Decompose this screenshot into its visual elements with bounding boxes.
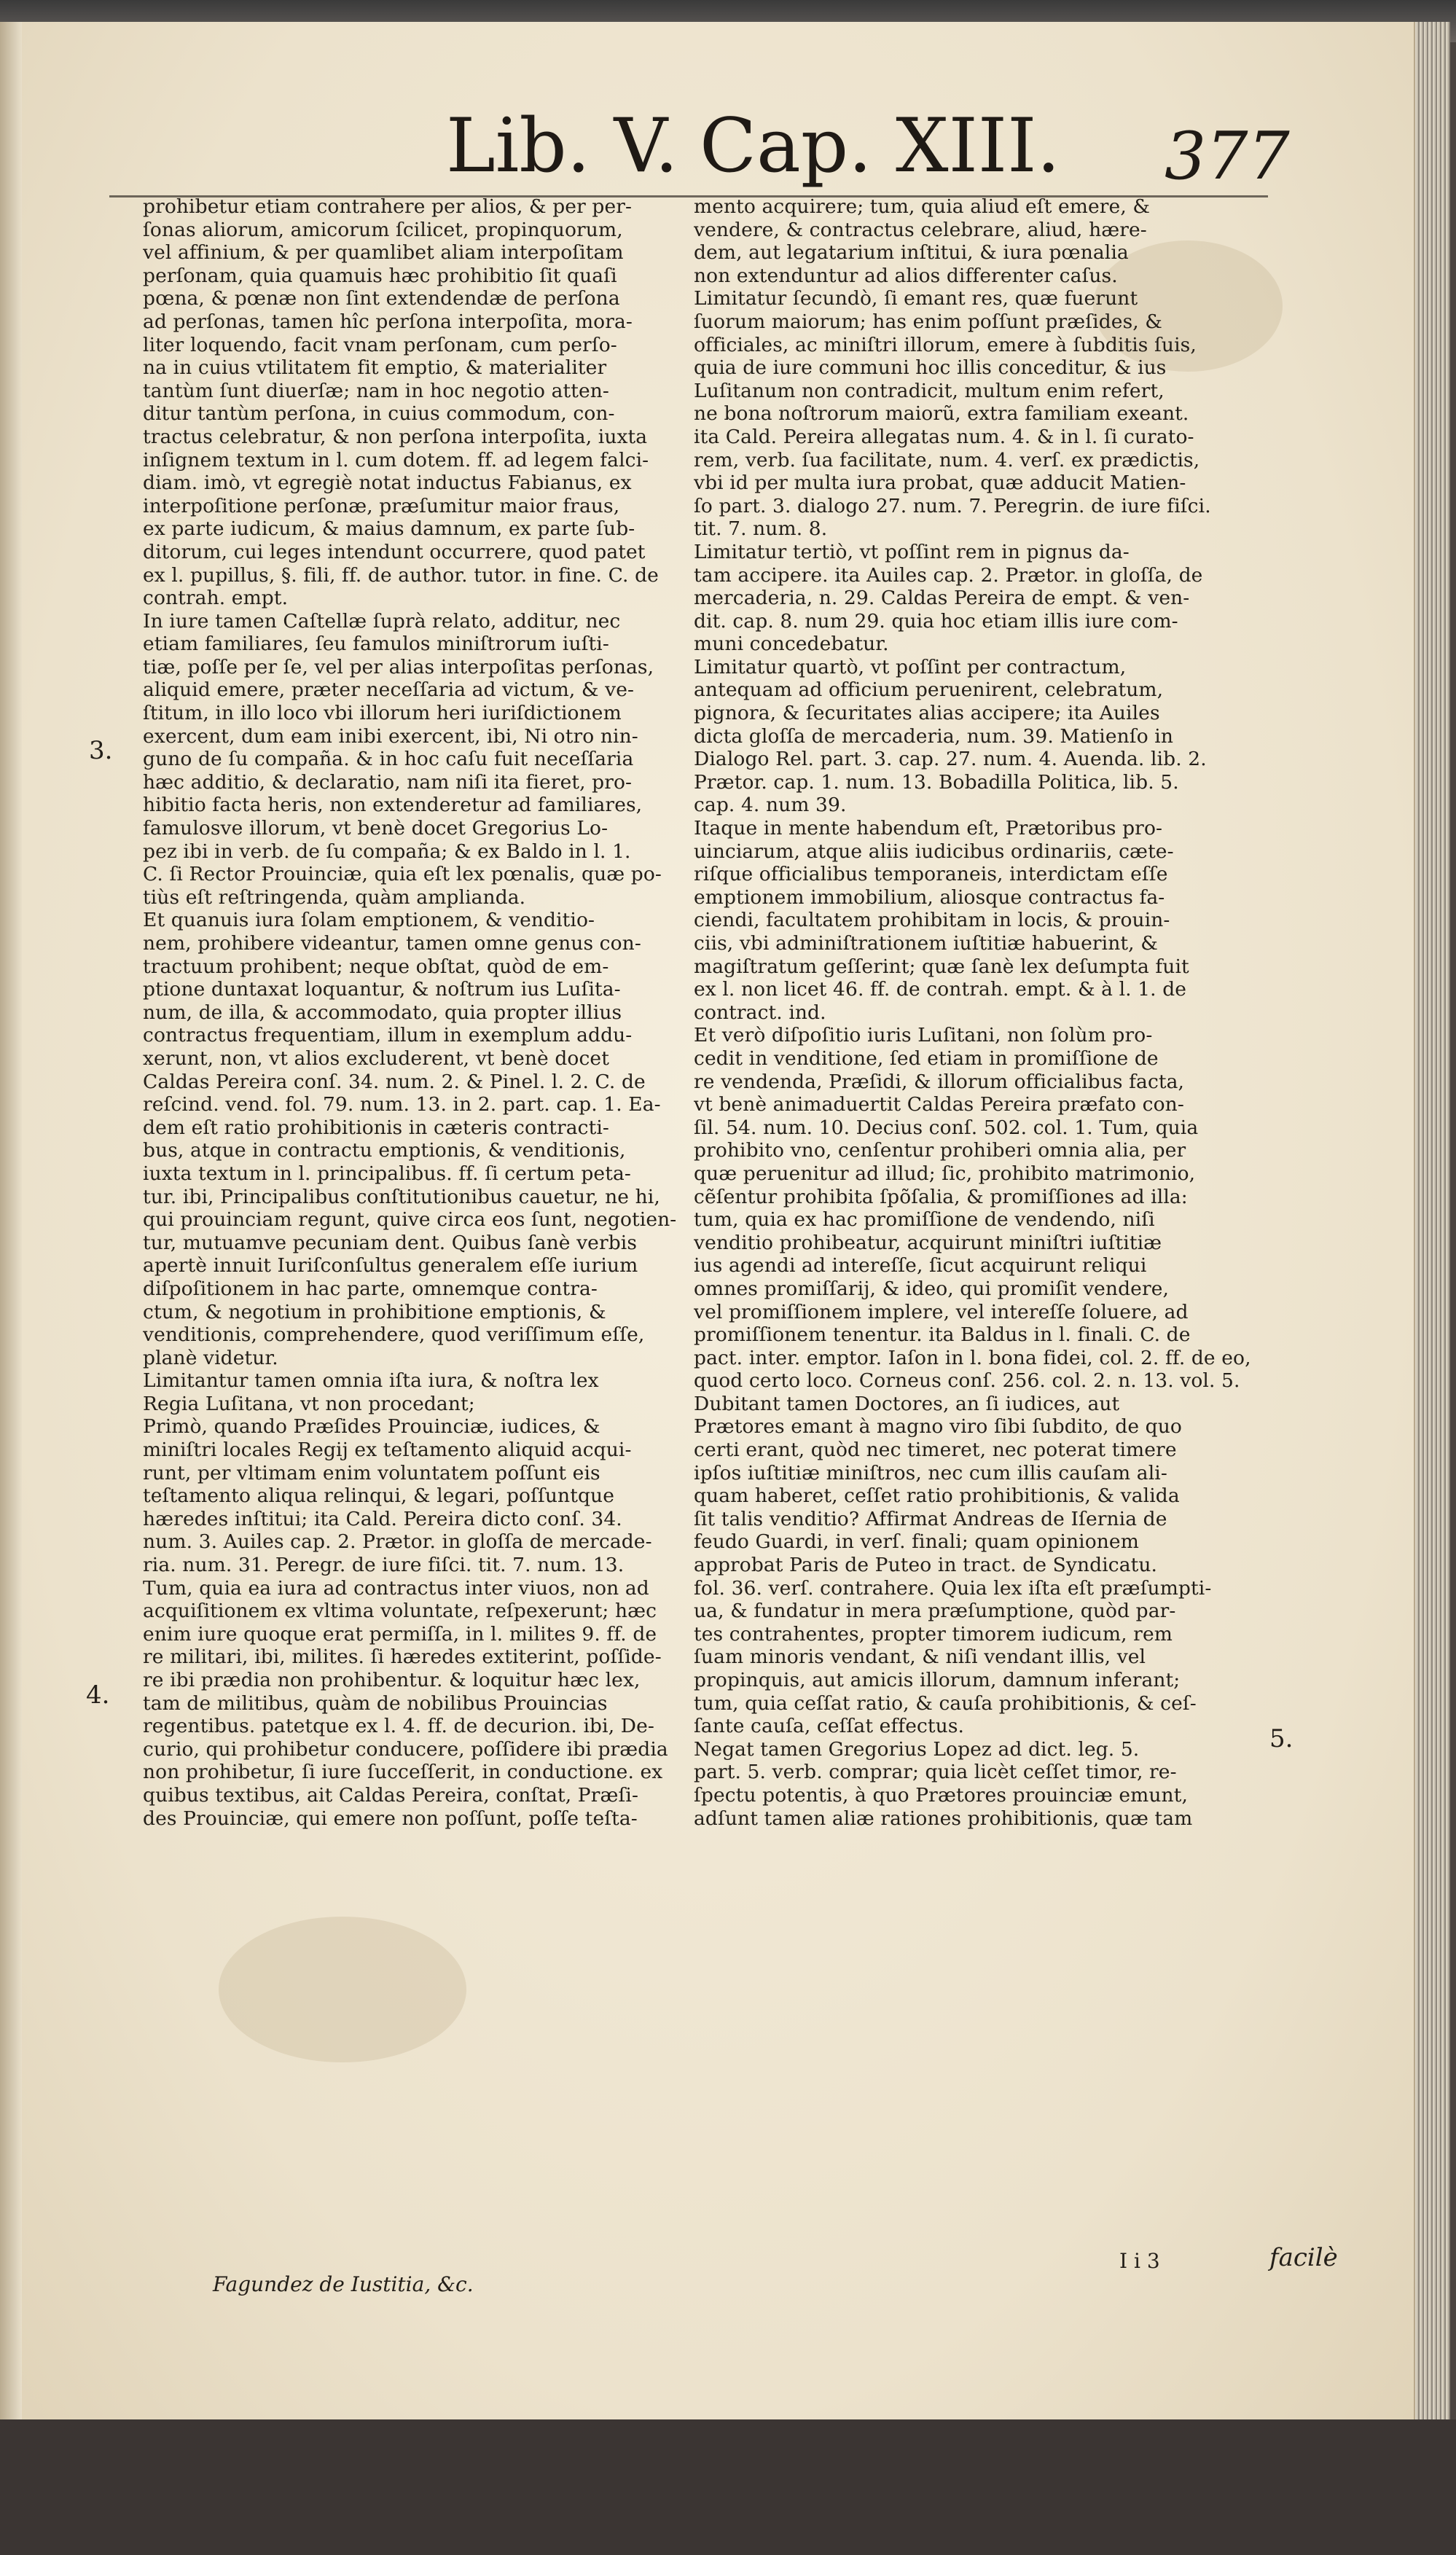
text-line: mento acquirere; tum, quia aliud eſt emere, &: [694, 195, 1151, 218]
running-head-chapter: Cap. XIII.: [700, 103, 1060, 189]
text-line: Prætores emant à magno viro ſibi ſubdito, de quo: [694, 1415, 1182, 1439]
text-line: ius agendi ad intereſſe, ſicut acquirunt reliqui: [694, 1254, 1147, 1278]
text-line: na in cuius vtilitatem fit emptio, & materialiter: [143, 356, 607, 380]
text-line: ſtitum, in illo loco vbi illorum heri iuriſdictionem: [143, 702, 622, 725]
text-line: ſpectu potentis, à quo Prætores prouinciæ emunt,: [694, 1783, 1189, 1807]
text-line: Tum, quia ea iura ad contractus inter viuos, non ad: [143, 1576, 649, 1600]
text-line: teſtamento aliqua relinqui, & legari, poſſuntque: [143, 1484, 614, 1508]
text-line: dem eſt ratio prohibitionis in cæteris contracti-: [143, 1116, 609, 1139]
text-line: rem, verb. ſua facilitate, num. 4. verſ. ex prædictis,: [694, 448, 1200, 472]
text-line: omnes promiſſarij, & ideo, qui promiſit vendere,: [694, 1277, 1170, 1300]
text-line: cedit in venditione, ſed etiam in promiſſione de: [694, 1046, 1159, 1070]
text-line: ditur tantùm perſona, in cuius commodum, con-: [143, 402, 615, 426]
text-line: tam accipere. ita Auiles cap. 2. Prætor. in gloſſa, de: [694, 563, 1203, 587]
text-line: hæredes inſtitui; ita Cald. Pereira dicto conſ. 34.: [143, 1507, 622, 1530]
text-line: ita Cald. Pereira allegatas num. 4. & in l. ſi curato-: [694, 425, 1194, 448]
text-line: tum, quia ceſſat ratio, & cauſa prohibitionis, & ceſ-: [694, 1691, 1197, 1715]
margin-number: 3.: [89, 736, 113, 765]
text-line: antequam ad officium peruenirent, celebratum,: [694, 678, 1164, 702]
text-line: Dubitant tamen Doctores, an ſi iudices, aut: [694, 1392, 1120, 1415]
text-line: In iure tamen Caſtellæ ſuprà relato, additur, nec: [143, 609, 621, 633]
text-line: diſpoſitionem in hac parte, omnemque contra-: [143, 1277, 598, 1300]
text-line: propinquis, aut amicis illorum, damnum inferant;: [694, 1669, 1181, 1691]
text-line: emptionem immobilium, aliosque contractus fa-: [694, 885, 1165, 909]
text-line: tur, mutuamve pecuniam dent. Quibus ſanè verbis: [143, 1231, 638, 1254]
text-line: dicta gloſſa de mercaderia, num. 39. Matienſo in: [694, 724, 1174, 748]
text-line: ex parte iudicum, & maius damnum, ex parte ſub-: [143, 517, 635, 541]
text-line: contract. ind.: [694, 1001, 826, 1024]
text-line: ria. num. 31. Peregr. de iure fiſci. tit. 7. num. 13.: [143, 1554, 625, 1577]
text-line: quam haberet, ceſſet ratio prohibitionis, & valida: [694, 1484, 1180, 1508]
text-line: vel affinium, & per quamlibet aliam interpoſitam: [143, 241, 624, 265]
text-line: fol. 36. verſ. contrahere. Quia lex iſta eſt præſumpti-: [694, 1576, 1212, 1600]
signature-mark: I i 3: [1119, 2249, 1160, 2273]
text-line: aliquid emere, præter neceſſaria ad victum, & ve-: [143, 678, 635, 702]
text-line: cẽſentur prohibita ſpõſalia, & promiſſiones ad illa:: [694, 1185, 1188, 1208]
text-line: dit. cap. 8. num 29. quia hoc etiam illis iure com-: [694, 609, 1178, 633]
text-line: vbi id per multa iura probat, quæ adducit Matien-: [694, 472, 1186, 495]
text-line: runt, per vltimam enim voluntatem poſſunt eis: [143, 1461, 600, 1484]
text-line: num. 3. Auiles cap. 2. Prætor. in gloſſa de mercade-: [143, 1530, 652, 1554]
text-line: Negat tamen Gregorius Lopez ad dict. leg. 5.: [694, 1737, 1140, 1761]
text-line: part. 5. verb. comprar; quia licèt ceſſet timor, re-: [694, 1761, 1177, 1784]
text-line: num, de illa, & accommodato, quia propter illius: [143, 1001, 622, 1024]
text-line: tractus celebratur, & non perſona interpoſita, iuxta: [143, 425, 648, 448]
text-line: perſonam, quia quamuis hæc prohibitio ſit quaſi: [143, 264, 617, 287]
text-line: mercaderia, n. 29. Caldas Pereira de empt. & ven-: [694, 587, 1190, 610]
text-line: vel promiſſionem implere, vel intereſſe ſoluere, ad: [694, 1300, 1189, 1323]
text-line: Limitantur tamen omnia iſta iura, & noſtra lex: [143, 1369, 599, 1393]
text-line: tractuum prohibent; neque obſtat, quòd de em-: [143, 955, 609, 978]
text-line: regentibus. patetque ex l. 4. ff. de decurion. ibi, De-: [143, 1715, 654, 1738]
text-line: ne bona noſtrorum maiorũ, extra familiam exeant.: [694, 402, 1189, 426]
text-line: ſo part. 3. dialogo 27. num. 7. Peregrin. de iure fiſci.: [694, 494, 1211, 517]
text-line: Et verò diſpoſitio iuris Luſitani, non ſolùm pro-: [694, 1024, 1153, 1047]
scan-bottom-shadow: [0, 2419, 1456, 2555]
text-line: approbat Paris de Puteo in tract. de Syndicatu.: [694, 1554, 1158, 1577]
text-line: feudo Guardi, in verſ. finali; quam opinionem: [694, 1530, 1139, 1554]
text-line: ſonas aliorum, amicorum ſcilicet, propinquorum,: [143, 218, 623, 241]
text-line: re ibi prædia non prohibentur. & loquitur hæc lex,: [143, 1669, 641, 1691]
text-line: etiam familiares, ſeu famulos miniſtrorum iuſti-: [143, 633, 609, 656]
text-line: ua, & fundatur in mera præſumptione, quòd par-: [694, 1600, 1176, 1623]
text-line: magiſtratum geſſerint; quæ ſanè lex deſumpta fuit: [694, 955, 1189, 978]
text-line: ex l. non licet 46. ff. de contrah. empt. & à l. 1. de: [694, 978, 1187, 1001]
text-line: guno de ſu compaña. & in hoc caſu fuit neceſſaria: [143, 748, 634, 771]
text-column-right: [694, 195, 1262, 1830]
text-line: diam. imò, vt egregiè notat inductus Fabianus, ex: [143, 472, 632, 495]
text-line: ſuorum maiorum; has enim poſſunt præſides, &: [694, 310, 1163, 333]
text-line: tam de militibus, quàm de nobilibus Prouincias: [143, 1691, 608, 1715]
text-line: hibitio facta heris, non extenderetur ad familiares,: [143, 794, 643, 817]
margin-number: 4.: [86, 1680, 110, 1710]
text-line: tit. 7. num. 8.: [694, 517, 828, 541]
text-line: pact. inter. emptor. Iaſon in l. bona fidei, col. 2. ff. de eo,: [694, 1346, 1251, 1369]
text-line: liter loquendo, facit vnam perſonam, cum perſo-: [143, 333, 617, 356]
text-line: Limitatur ſecundò, ſi emant res, quæ fuerunt: [694, 287, 1138, 310]
text-line: quia de iure communi hoc illis conceditur, & ius: [694, 356, 1167, 380]
text-line: pez ibi in verb. de ſu compaña; & ex Baldo in l. 1.: [143, 840, 631, 863]
text-line: venditionis, comprehendere, quod veriſſimum eſſe,: [143, 1323, 645, 1347]
text-line: interpoſitione perſonæ, præſumitur maior fraus,: [143, 494, 620, 517]
text-column-left: [143, 195, 711, 1830]
text-line: ſante cauſa, ceſſat effectus.: [694, 1715, 965, 1738]
text-line: xerunt, non, vt alios excluderent, vt benè docet: [143, 1046, 609, 1070]
text-line: Et quanuis iura ſolam emptionem, & venditio-: [143, 909, 595, 932]
text-line: prohibito vno, cenſentur prohiberi omnia alia, per: [694, 1139, 1186, 1162]
text-line: non prohibetur, ſi iure ſucceſſerit, in conductione. ex: [143, 1761, 663, 1784]
margin-number: 5.: [1269, 1724, 1293, 1753]
text-line: ctum, & negotium in prohibitione emptionis, &: [143, 1300, 606, 1323]
text-line: ex l. pupillus, §. fili, ff. de author. tutor. in fine. C. de: [143, 563, 659, 587]
paper-stain: [219, 1917, 466, 2062]
text-line: pœna, & pœnæ non ſint extendendæ de perſona: [143, 287, 620, 310]
text-line: qui prouinciam regunt, quive circa eos ſunt, negotien-: [143, 1208, 677, 1232]
text-line: reſcind. vend. fol. 79. num. 13. in 2. part. cap. 1. Ea-: [143, 1093, 661, 1116]
text-line: Limitatur quartò, vt poſſint per contractum,: [694, 655, 1127, 678]
text-line: Limitatur tertiò, vt poſſint rem in pignus da-: [694, 540, 1130, 563]
text-line: enim iure quoque erat permiſſa, in l. milites 9. ff. de: [143, 1622, 657, 1646]
text-line: tum, quia ex hac promiſſione de vendendo, niſi: [694, 1208, 1155, 1232]
text-line: curio, qui prohibetur conducere, poſſidere ibi prædia: [143, 1737, 668, 1761]
text-line: ciendi, facultatem prohibitam in locis, & prouin-: [694, 909, 1170, 932]
text-line: bus, atque in contractu emptionis, & venditionis,: [143, 1139, 626, 1162]
text-line: Luſitanum non contradicit, multum enim refert,: [694, 379, 1165, 402]
text-line: ciis, vbi adminiſtrationem iuſtitiæ habuerint, &: [694, 932, 1158, 955]
text-line: exercent, dum eam inibi exercent, ibi, Ni otro nin-: [143, 724, 638, 748]
text-line: tantùm ſunt diuerſæ; nam in hoc negotio atten-: [143, 379, 609, 402]
text-line: Caldas Pereira conſ. 34. num. 2. & Pinel. l. 2. C. de: [143, 1070, 646, 1093]
text-line: Itaque in mente habendum eſt, Prætoribus pro-: [694, 817, 1163, 840]
running-head-book: Lib. V.: [446, 103, 678, 189]
page-gutter: [0, 22, 22, 2419]
text-line: quibus textibus, ait Caldas Pereira, conſtat, Præſi-: [143, 1783, 639, 1807]
text-line: apertè innuit Iuriſconſultus generalem eſſe iurium: [143, 1254, 638, 1278]
text-line: pignora, & ſecuritates alias accipere; ita Auiles: [694, 702, 1160, 725]
text-line: Regia Luſitana, vt non procedant;: [143, 1392, 475, 1415]
text-line: inſignem textum in l. cum dotem. ff. ad legem falci-: [143, 448, 649, 472]
text-line: cap. 4. num 39.: [694, 794, 847, 817]
text-line: quod certo loco. Corneus conſ. 256. col. 2. n. 13. vol. 5.: [694, 1369, 1240, 1393]
text-line: contrah. empt.: [143, 587, 289, 610]
text-line: ſil. 54. num. 10. Decius conſ. 502. col. 1. Tum, quia: [694, 1116, 1199, 1139]
text-line: ſit talis venditio? Affirmat Andreas de Iſernia de: [694, 1507, 1167, 1530]
text-line: non extenduntur ad alios differenter caſus.: [694, 264, 1118, 287]
text-line: tes contrahentes, propter timorem iudicum, rem: [694, 1622, 1173, 1646]
text-line: adſunt tamen aliæ rationes prohibitionis, quæ tam: [694, 1807, 1193, 1830]
text-line: Primò, quando Præſides Prouinciæ, iudices, &: [143, 1415, 600, 1439]
text-line: planè videtur.: [143, 1346, 278, 1369]
text-line: miniſtri locales Regij ex teſtamento aliquid acqui-: [143, 1439, 632, 1462]
text-line: acquiſitionem ex vltima voluntate, reſpexerunt; hæc: [143, 1600, 657, 1623]
text-line: vendere, & contractus celebrare, aliud, hære-: [694, 218, 1147, 241]
text-line: vt benè animaduertit Caldas Pereira præfato con-: [694, 1093, 1184, 1116]
text-line: Prætor. cap. 1. num. 13. Bobadilla Politica, lib. 5.: [694, 770, 1179, 794]
text-line: ptione duntaxat loquantur, & noſtrum ius Luſita-: [143, 978, 621, 1001]
text-line: iuxta textum in l. principalibus. ff. ſi certum peta-: [143, 1162, 631, 1185]
text-line: tiæ, poſſe per ſe, vel per alias interpoſitas perſonas,: [143, 655, 654, 678]
text-line: uinciarum, atque aliis iudicibus ordinariis, cæte-: [694, 840, 1174, 863]
footer-note: Fagundez de Iustitia, &c.: [213, 2272, 474, 2296]
text-line: promiſſionem tenentur. ita Baldus in l. finali. C. de: [694, 1323, 1191, 1347]
catchword: facilè: [1269, 2243, 1338, 2272]
text-line: officiales, ac miniſtri illorum, emere à ſubditis ſuis,: [694, 333, 1197, 356]
text-line: certi erant, quòd nec timeret, nec poterat timere: [694, 1439, 1177, 1462]
text-line: C. ſi Rector Prouinciæ, quia eſt lex pœnalis, quæ po-: [143, 863, 662, 886]
text-line: ſuam minoris vendant, & niſi vendant illis, vel: [694, 1646, 1146, 1669]
text-line: muni concedebatur.: [694, 633, 889, 656]
text-line: tiùs eſt reſtringenda, quàm amplianda.: [143, 885, 526, 909]
text-line: nem, prohibere videantur, tamen omne genus con-: [143, 932, 641, 955]
text-line: ad perſonas, tamen hîc perſona interpoſita, mora-: [143, 310, 633, 333]
page-number: 377: [1165, 118, 1290, 195]
text-line: prohibetur etiam contrahere per alios, & per per-: [143, 195, 633, 218]
text-line: famulosve illorum, vt benè docet Gregorius Lo-: [143, 817, 608, 840]
text-line: dem, aut legatarium inſtitui, & iura pœnalia: [694, 241, 1129, 265]
text-line: des Prouinciæ, qui emere non poſſunt, poſſe teſta-: [143, 1807, 638, 1830]
text-line: riſque officialibus temporaneis, interdictam eſſe: [694, 863, 1168, 886]
text-line: contractus frequentiam, illum in exemplum addu-: [143, 1024, 633, 1047]
text-line: ditorum, cui leges intendunt occurrere, quod patet: [143, 540, 646, 563]
text-line: tur. ibi, Principalibus conſtitutionibus cauetur, ne hi,: [143, 1185, 660, 1208]
text-line: Dialogo Rel. part. 3. cap. 27. num. 4. Auenda. lib. 2.: [694, 748, 1207, 771]
text-line: re militari, ibi, milites. ſi hæredes extiterint, poſſide-: [143, 1646, 662, 1669]
text-line: hæc additio, & declaratio, nam niſi ita fieret, pro-: [143, 770, 633, 794]
text-line: quæ peruenitur ad illud; ſic, prohibito matrimonio,: [694, 1162, 1196, 1185]
text-line: venditio prohibeatur, acquirunt miniſtri iuſtitiæ: [694, 1231, 1162, 1254]
text-line: ipſos iuſtitiæ miniſtros, nec cum illis cauſam ali-: [694, 1461, 1167, 1484]
text-line: re vendenda, Præſidi, & illorum officialibus facta,: [694, 1070, 1185, 1093]
